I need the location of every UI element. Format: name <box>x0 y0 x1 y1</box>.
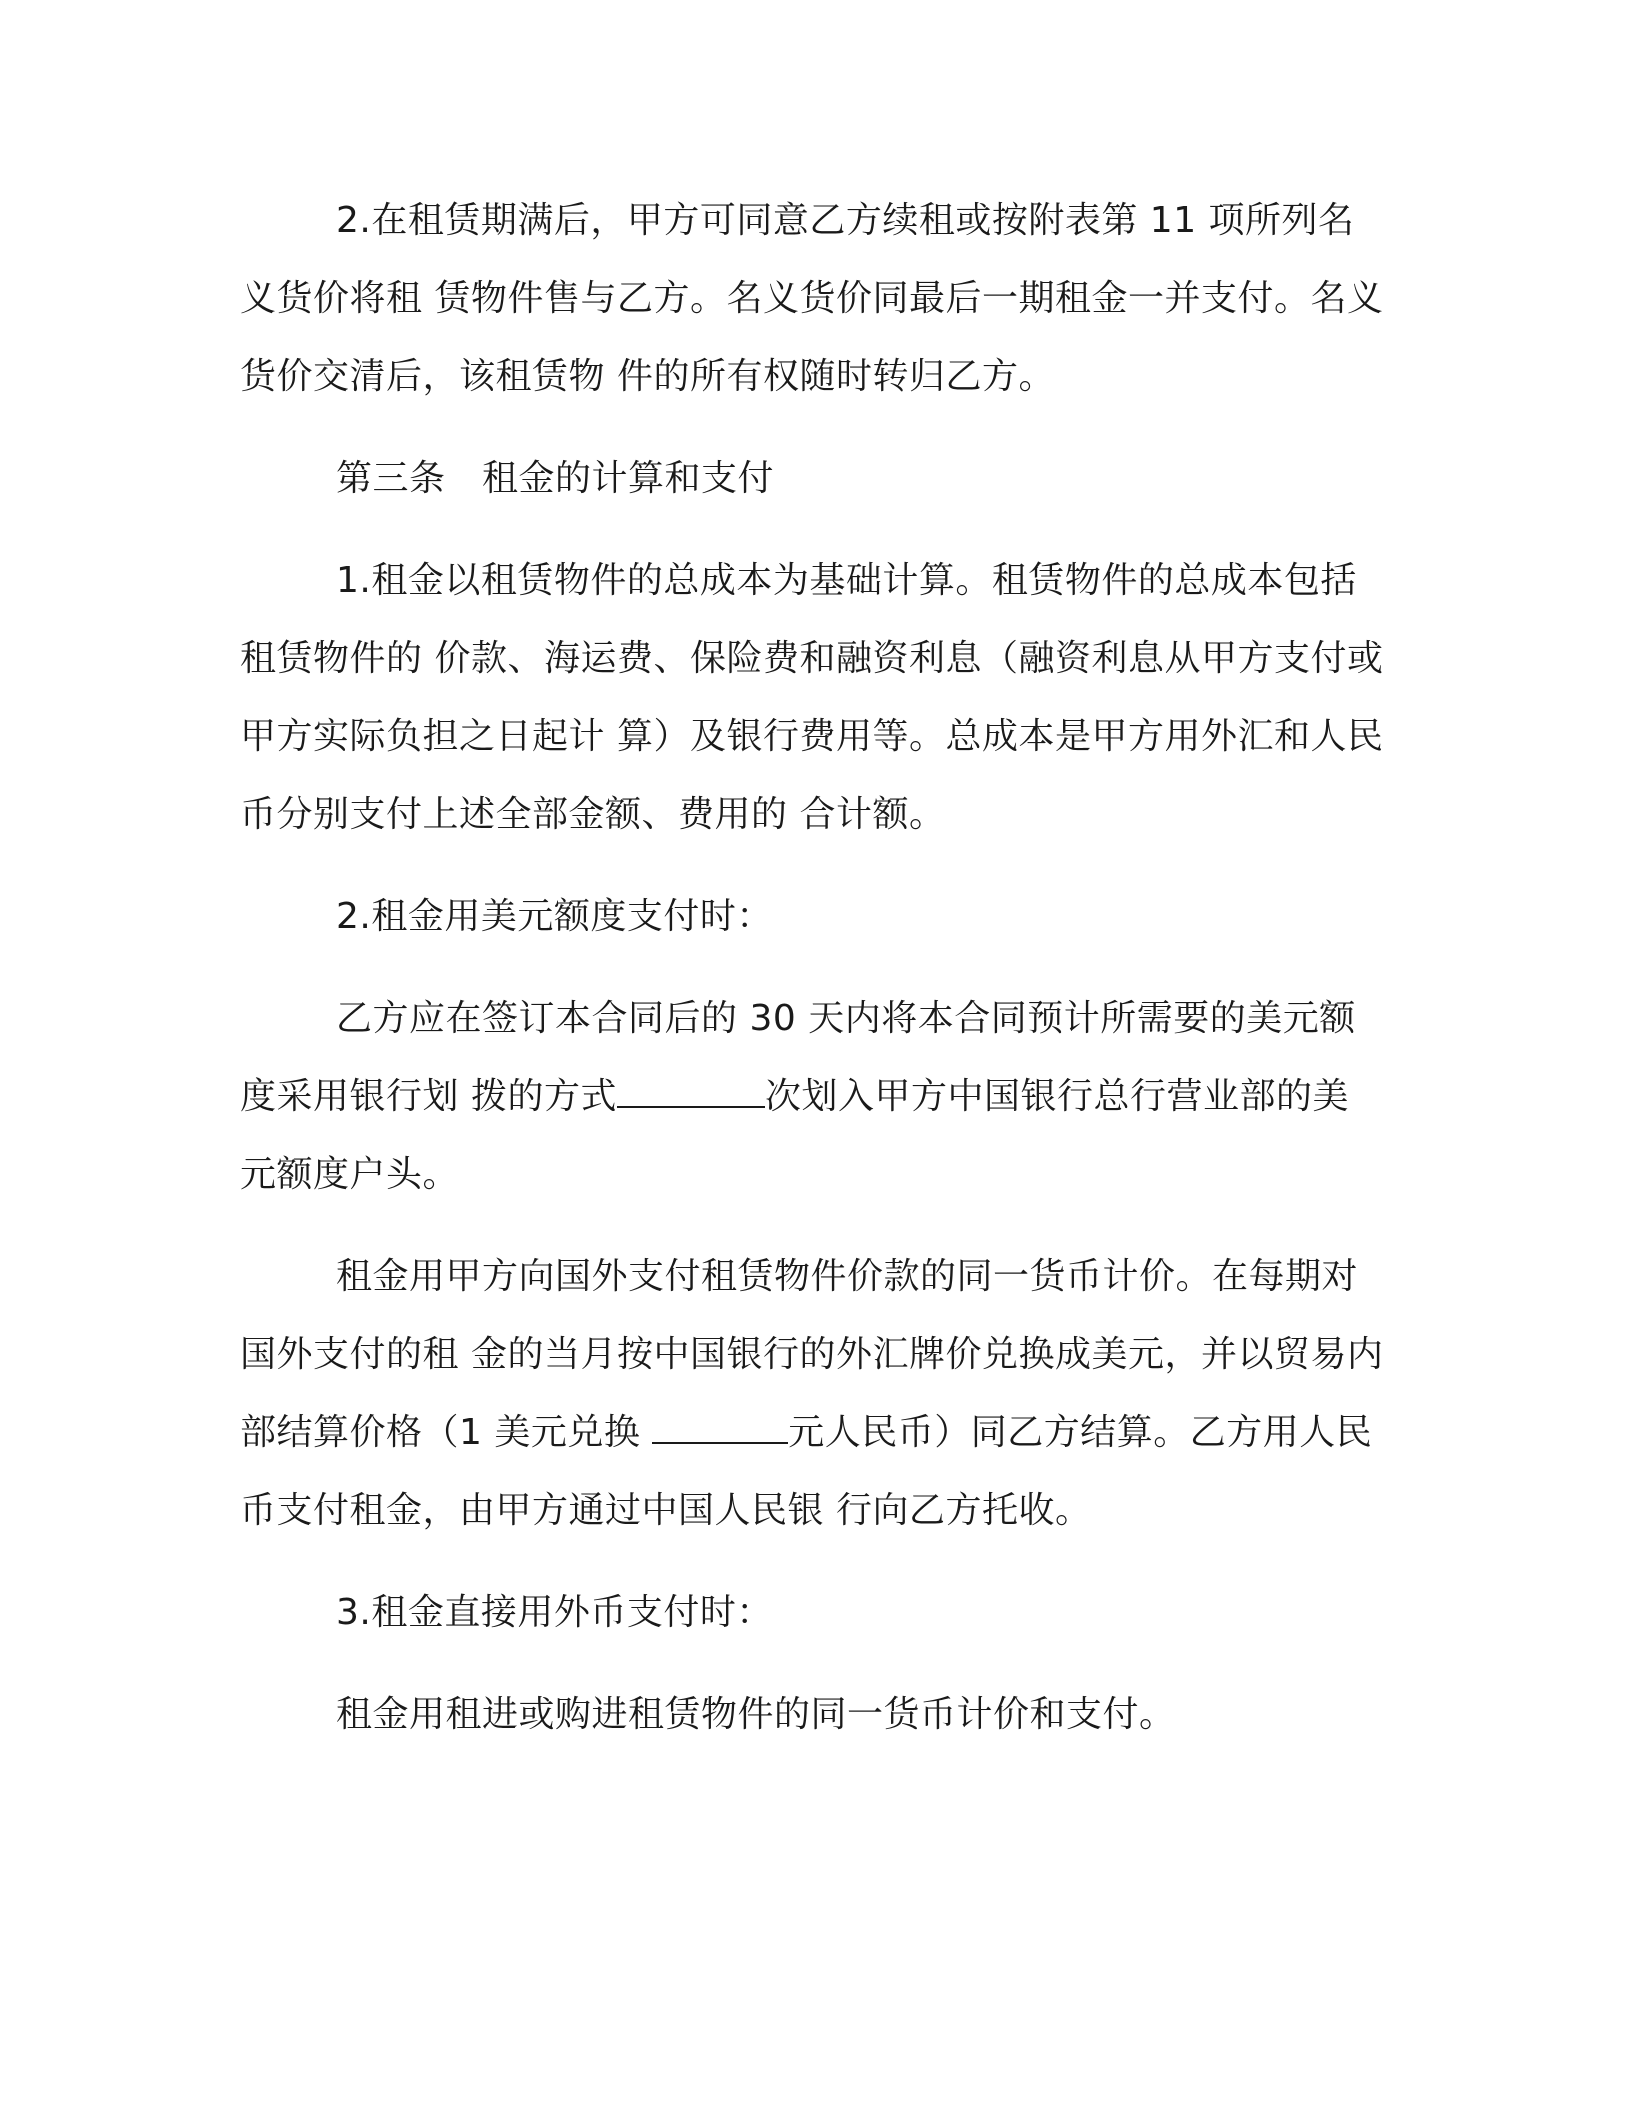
paragraph-foreign-currency: 租金用租进或购进租赁物件的同一货币计价和支付。 <box>336 1694 1176 1735</box>
exchange-rate-blank <box>652 1412 788 1444</box>
pricing-text-after: 元人民币）同乙方结算。乙方用人民币支付租金，由甲方通过中国人民银 行向乙方托收。 <box>240 1412 1373 1531</box>
usd-transfer-text-before: 乙方应在签订本合同后的 30 天内将本合同预计所需要的美元额度采用银行划 拨的方式 <box>240 998 1356 1117</box>
subheading-usd-quota: 2.租金用美元额度支付时： <box>336 896 773 937</box>
paragraph-usd-transfer <box>240 980 1385 1214</box>
paragraph-rent-calculation: 1.租金以租赁物件的总成本为基础计算。租赁物件的总成本包括租赁物件的 价款、海运费、保险费和融资利息（融资利息从甲方支付或甲方实际负担之日起计 算）及银行费用等。总成本是甲方用外汇和人民币分别支付上述全部金额、费用的 合计额。 <box>240 560 1384 835</box>
paragraph-pricing <box>240 1238 1385 1550</box>
pricing-text-before: 租金用甲方向国外支付租赁物件价款的同一货币计价。在每期对国外支付的租 金的当月按中国银行的外汇牌价兑换成美元，并以贸易内部结算价格（1 美元兑换 <box>240 1256 1384 1453</box>
document-page <box>240 182 1385 1778</box>
paragraph-renewal: 2.在租赁期满后，甲方可同意乙方续租或按附表第 11 项所列名义货价将租 赁物件售与乙方。名义货价同最后一期租金一并支付。名义货价交清后，该租赁物 件的所有权随时转归乙方。 <box>240 200 1384 397</box>
subheading-foreign-currency: 3.租金直接用外币支付时： <box>336 1592 773 1633</box>
transfer-count-blank <box>617 1076 765 1108</box>
article-3-heading: 第三条 租金的计算和支付 <box>336 458 775 499</box>
usd-transfer-text-after: 次划入甲方中国银行总行营业部的美元额度户头。 <box>240 1076 1349 1195</box>
